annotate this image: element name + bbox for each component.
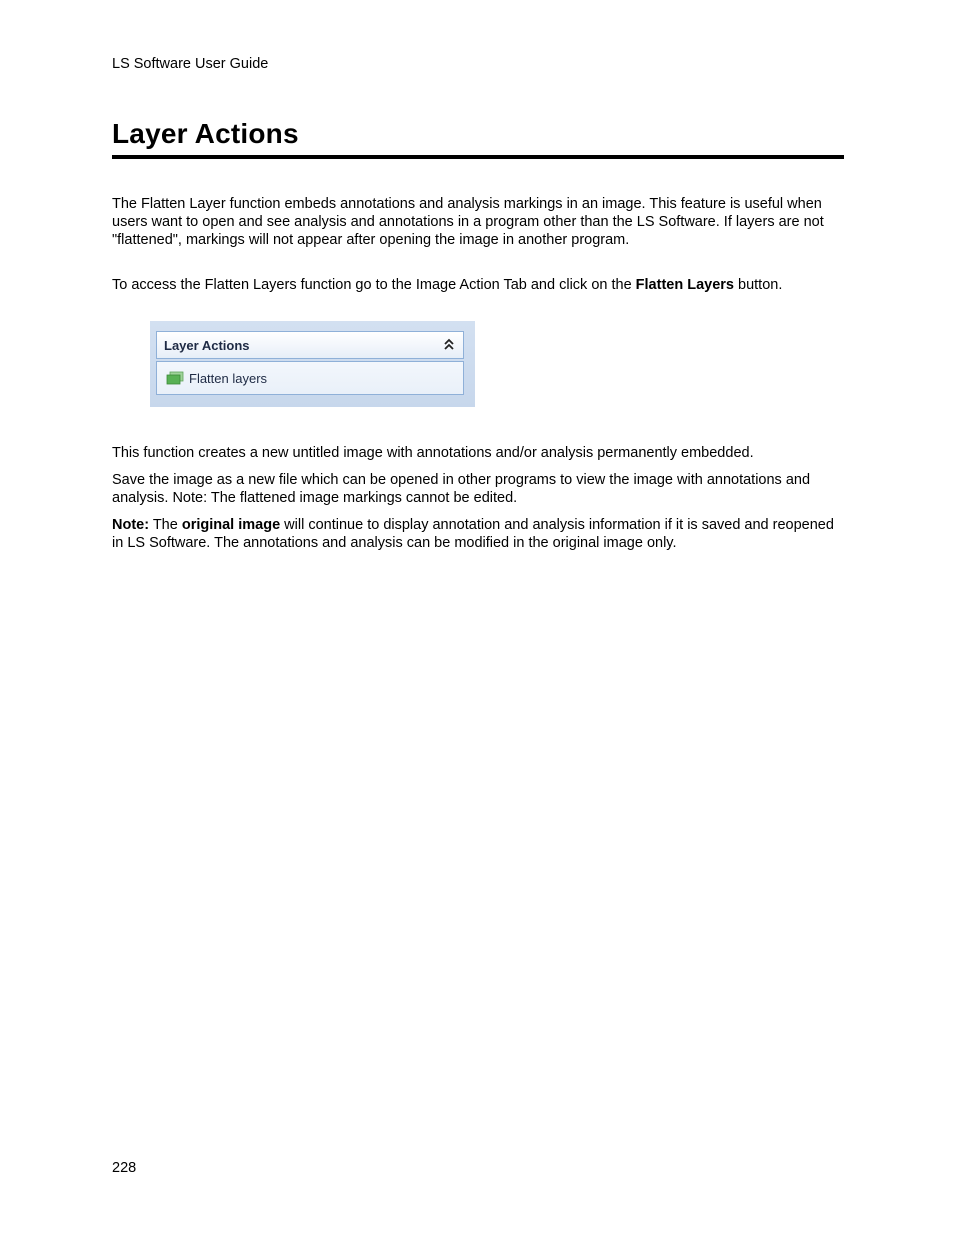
function-description-paragraph: This function creates a new untitled image with annotations and/or analysis permanently embedded. bbox=[112, 445, 754, 461]
note-text-mid: The bbox=[149, 517, 182, 533]
access-text-before: To access the Flatten Layers function go to the Image Action Tab and click on the bbox=[112, 277, 636, 293]
layer-actions-panel-screenshot bbox=[150, 321, 475, 407]
save-instructions-paragraph: Save the image as a new file which can be opened in other programs to view the image with annotations and analysis. Note: The flattened image markings cannot be edited. bbox=[112, 472, 811, 506]
layer-actions-panel-body bbox=[156, 361, 464, 395]
layers-icon[interactable] bbox=[166, 371, 184, 385]
flatten-layers-bold: Flatten Layers bbox=[635, 277, 734, 293]
page-number: 228 bbox=[112, 1160, 137, 1176]
access-text-after: button. bbox=[734, 277, 783, 293]
title-rule bbox=[112, 155, 844, 159]
access-paragraph bbox=[112, 276, 847, 294]
panel-title: Layer Actions bbox=[164, 338, 250, 353]
note-text-rest: will continue to display annotation and analysis information if it is saved and reopened in LS Software. The annotations and analysis can be modified in the original image only. bbox=[112, 517, 834, 551]
note-paragraph bbox=[112, 516, 847, 552]
double-chevron-up-icon[interactable] bbox=[443, 338, 455, 352]
original-image-bold: original image bbox=[181, 517, 281, 533]
page-title: Layer Actions bbox=[112, 118, 299, 149]
flatten-layers-button[interactable]: Flatten layers bbox=[189, 371, 268, 386]
intro-paragraph: The Flatten Layer function embeds annotations and analysis markings in an image. This feature is useful when users want to open and see analysis and annotations in a program other than the LS Software. If layers are not "flattened", markings will not appear after opening the image in another program. bbox=[112, 196, 824, 248]
note-label: Note: bbox=[112, 517, 150, 533]
layer-actions-panel-header[interactable] bbox=[156, 331, 464, 359]
running-header: LS Software User Guide bbox=[112, 56, 269, 72]
